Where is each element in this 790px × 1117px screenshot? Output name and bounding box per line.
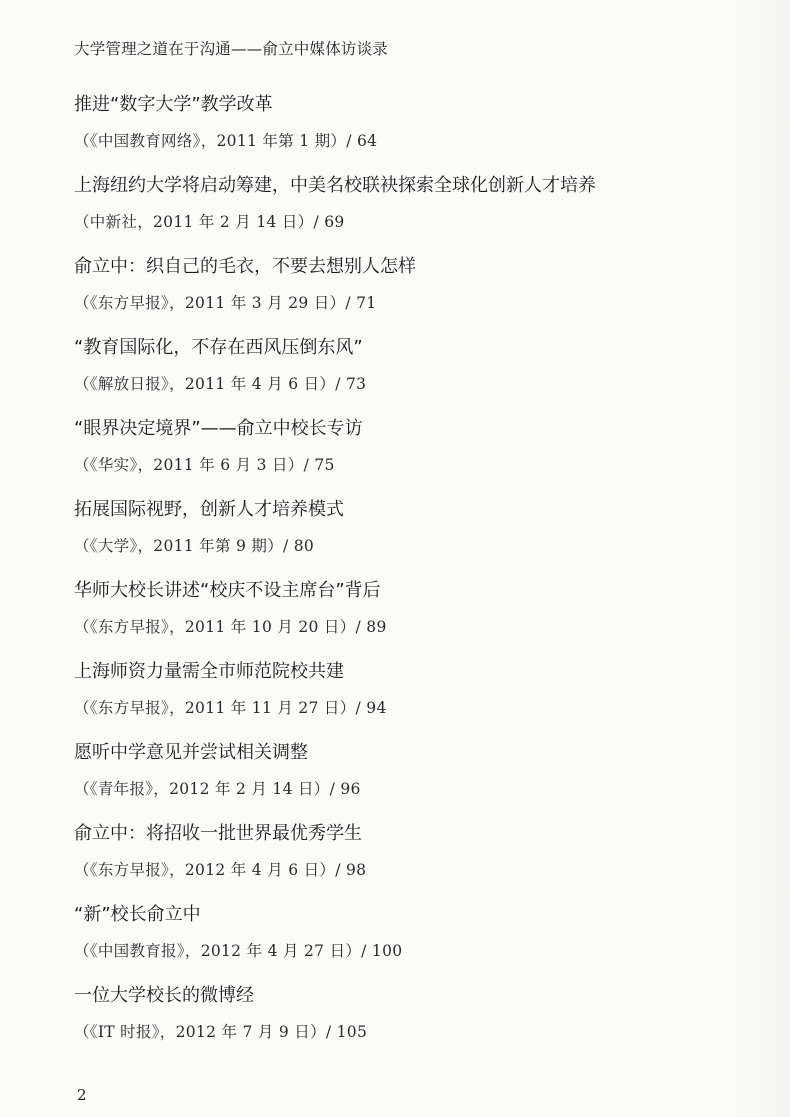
article-source: （《东方早报》，2011 年 10 月 20 日）/ 89 (74, 618, 387, 636)
article-title: “教育国际化，不存在西风压倒东风” (74, 337, 363, 358)
table-of-contents (74, 93, 724, 1065)
article-source: （《解放日报》，2011 年 4 月 6 日）/ 73 (74, 375, 367, 393)
article-title: “眼界决定境界”——俞立中校长专访 (74, 418, 363, 439)
article-source: （《东方早报》，2011 年 3 月 29 日）/ 71 (74, 294, 377, 312)
toc-entry (74, 93, 724, 174)
article-title: 拓展国际视野，创新人才培养模式 (74, 499, 344, 520)
article-source: （《东方早报》，2012 年 4 月 6 日）/ 98 (74, 861, 367, 879)
show-through-shade (730, 0, 790, 1117)
article-source: （《IT 时报》，2012 年 7 月 9 日）/ 105 (74, 1023, 368, 1041)
article-title: 俞立中：织自己的毛衣，不要去想别人怎样 (74, 256, 416, 277)
toc-entry (74, 255, 724, 336)
article-title: 华师大校长讲述“校庆不设主席台”背后 (74, 580, 381, 601)
toc-entry (74, 822, 724, 903)
toc-entry (74, 660, 724, 741)
toc-entry (74, 984, 724, 1065)
toc-entry (74, 903, 724, 984)
toc-entry (74, 336, 724, 417)
article-title: 推进“数字大学”教学改革 (74, 94, 273, 115)
article-title: 俞立中：将招收一批世界最优秀学生 (74, 823, 362, 844)
toc-entry (74, 174, 724, 255)
article-title: 愿听中学意见并尝试相关调整 (74, 742, 308, 763)
toc-entry (74, 579, 724, 660)
page-number: 2 (77, 1086, 87, 1104)
article-source: （《东方早报》，2011 年 11 月 27 日）/ 94 (74, 699, 387, 717)
article-source: （《青年报》，2012 年 2 月 14 日）/ 96 (74, 780, 361, 798)
toc-entry (74, 417, 724, 498)
article-title: “新”校长俞立中 (74, 904, 201, 925)
running-head: 大学管理之道在于沟通——俞立中媒体访谈录 (74, 40, 389, 58)
article-source: （《华实》，2011 年 6 月 3 日）/ 75 (74, 456, 335, 474)
article-source: （《大学》，2011 年第 9 期）/ 80 (74, 537, 315, 555)
article-source: （《中国教育报》，2012 年 4 月 27 日）/ 100 (74, 942, 403, 960)
article-title: 上海师资力量需全市师范院校共建 (74, 661, 344, 682)
article-title: 一位大学校长的微博经 (74, 985, 254, 1006)
article-title: 上海纽约大学将启动筹建，中美名校联袂探索全球化创新人才培养 (74, 175, 596, 196)
article-source: （《中国教育网络》，2011 年第 1 期）/ 64 (74, 132, 378, 150)
toc-entry (74, 498, 724, 579)
toc-entry (74, 741, 724, 822)
article-source: （中新社，2011 年 2 月 14 日）/ 69 (74, 213, 345, 231)
